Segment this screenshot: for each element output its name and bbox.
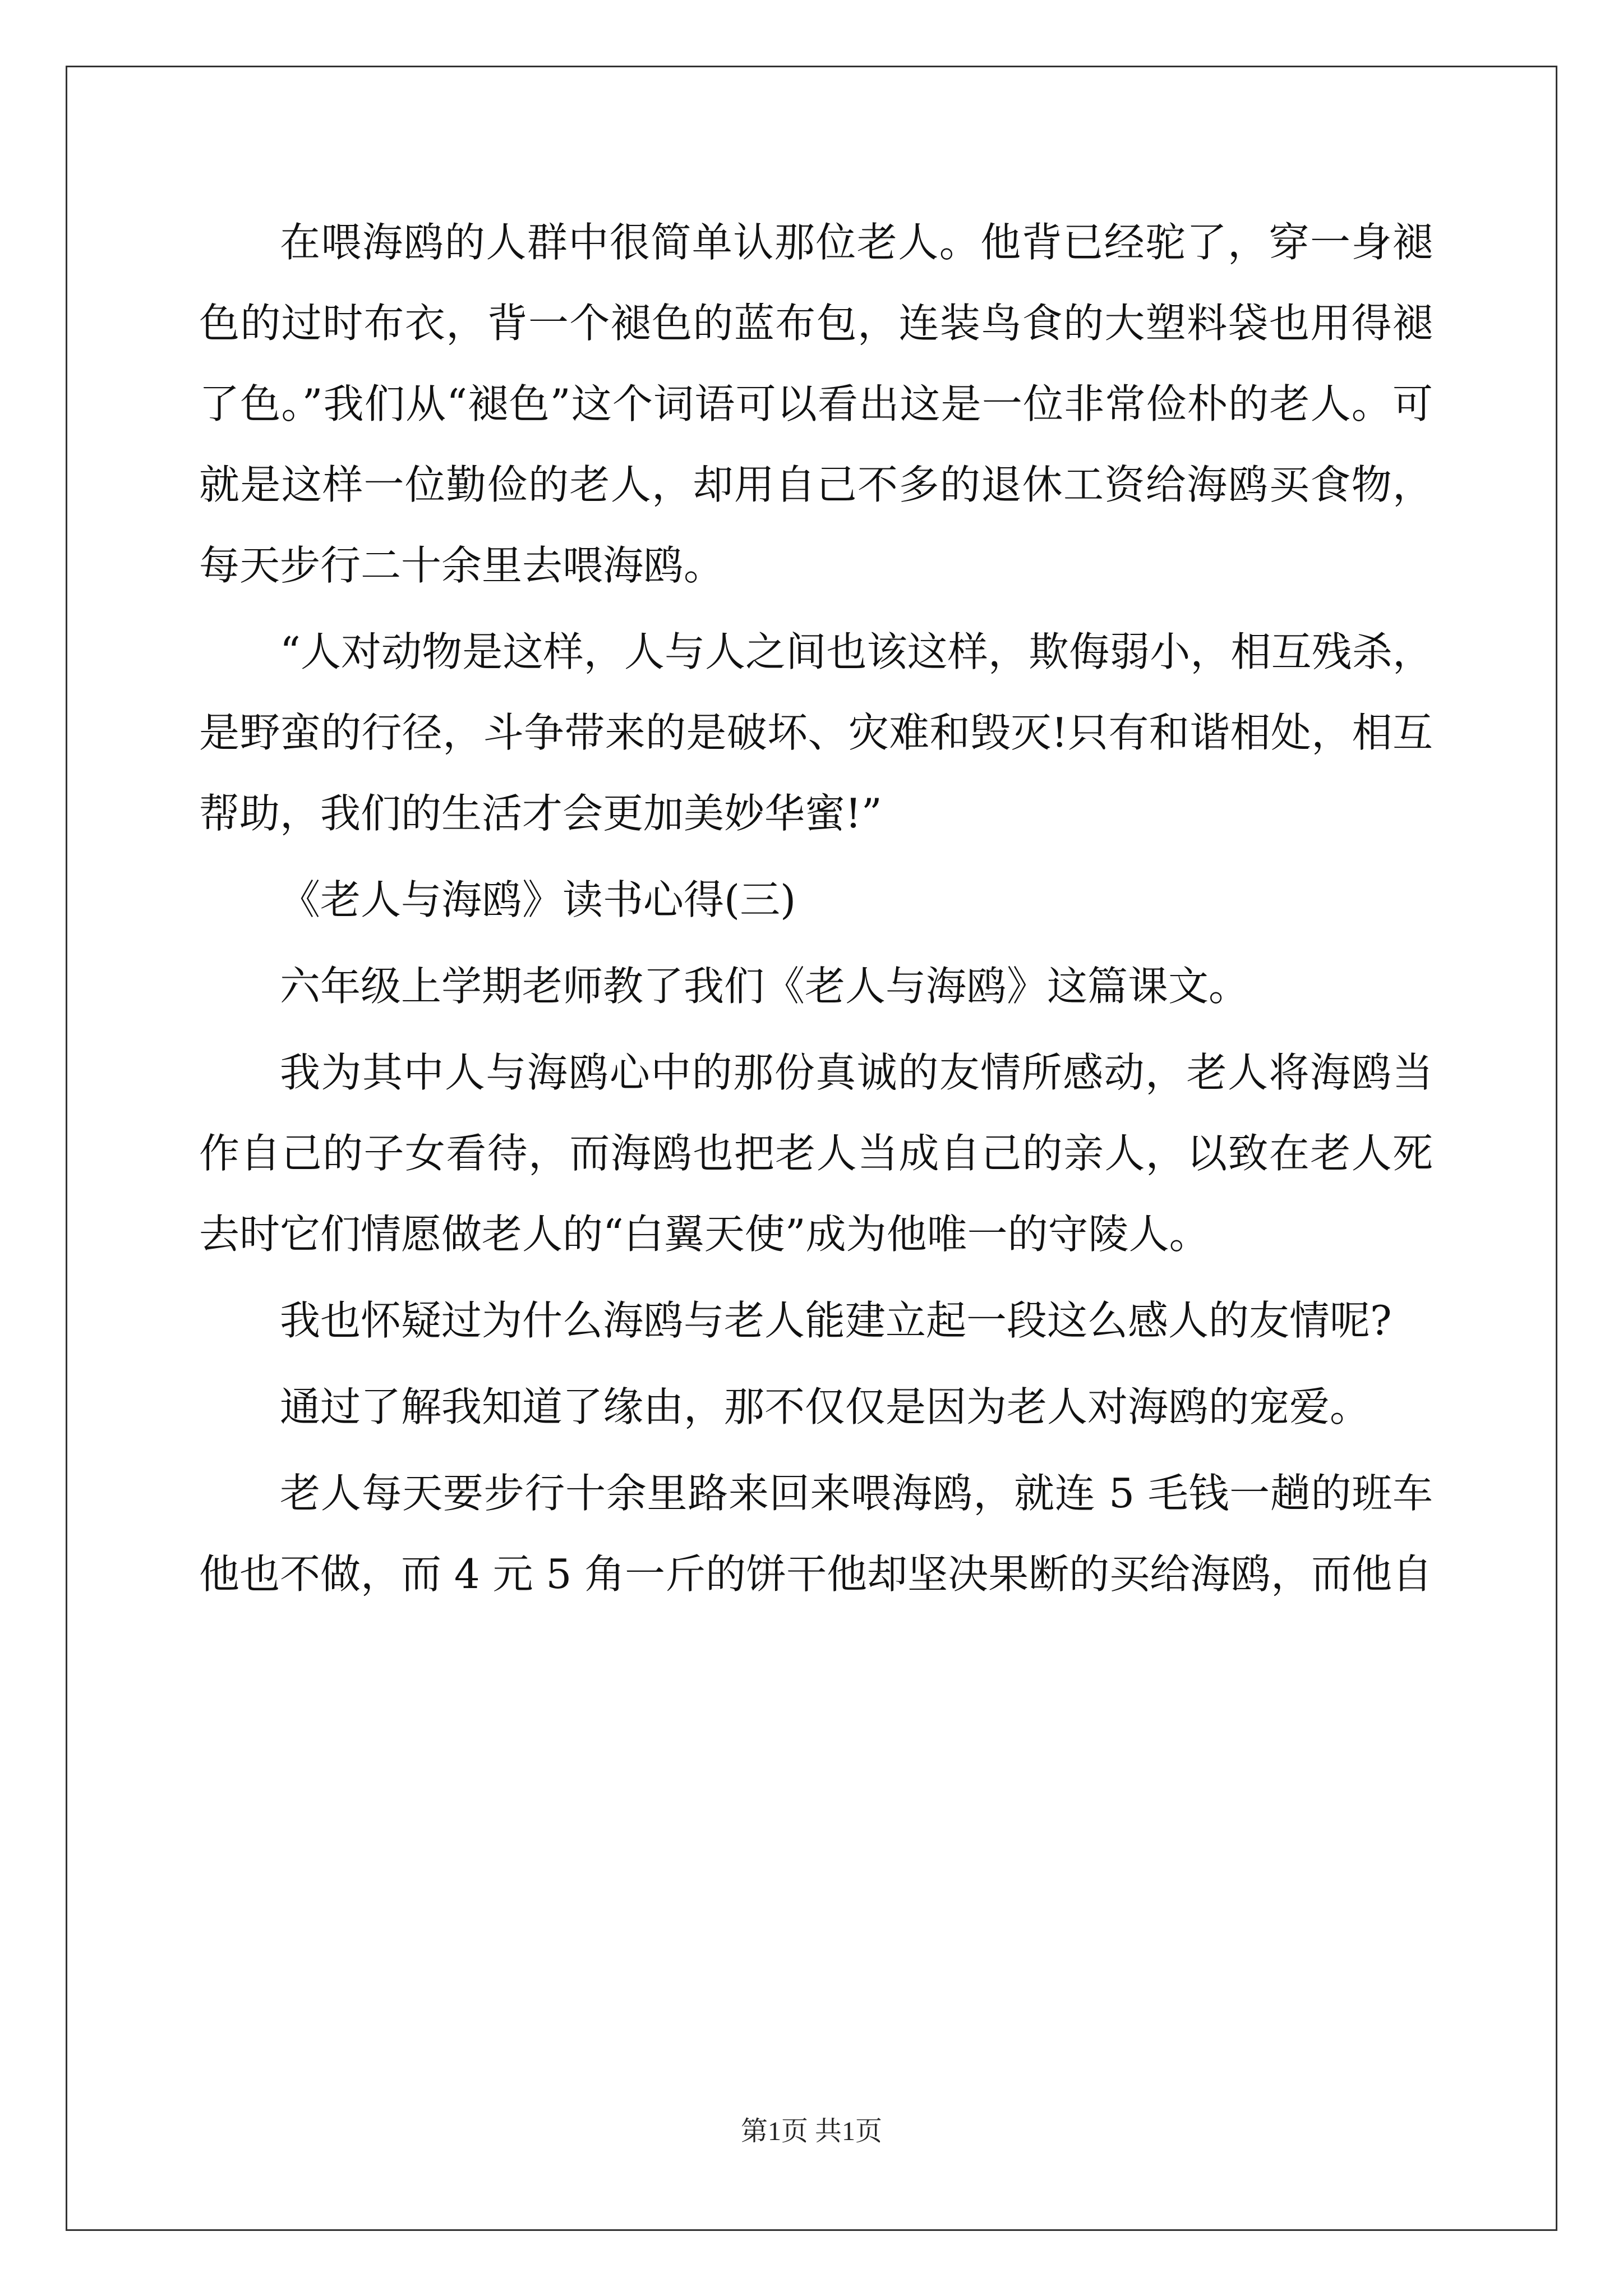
paragraph-3: 六年级上学期老师教了我们《老人与海鸥》这篇课文。	[280, 963, 1249, 1010]
paragraph-6: 通过了解我知道了缘由，那不仅仅是因为老人对海鸥的宠爱。	[280, 1383, 1371, 1430]
page-number: 第1页 共1页	[740, 2116, 882, 2146]
paragraph-7: 老人每天要步行十余里路来回来喂海鸥，就连 5 毛钱一趟的班车他也不做，而 4 元 5 角一斤的饼干他却坚决果断的买给海鸥，而他自	[199, 1470, 1433, 1598]
paragraph-5: 我也怀疑过为什么海鸥与老人能建立起一段这么感人的友情呢?	[280, 1297, 1392, 1344]
paragraph-4: 我为其中人与海鸥心中的那份真诚的友情所感动，老人将海鸥当作自己的子女看待，而海鸥也把老人当成自己的亲人，以致在老人死去时它们情愿做老人的“白翼天使”成为他唯一的守陵人。	[199, 1049, 1433, 1258]
document-body	[199, 202, 1433, 1620]
paragraph-1: 在喂海鸥的人群中很简单认那位老人。他背已经驼了，穿一身褪色的过时布衣，背一个褪色的蓝布包，连装鸟食的大塑料袋也用得褪了色。”我们从“褪色”这个词语可以看出这是一位非常俭朴的老人。可就是这样一位勤俭的老人，却用自己不多的退休工资给海鸥买食物，每天步行二十余里去喂海鸥。	[199, 219, 1433, 589]
paragraph-2: “人对动物是这样，人与人之间也该这样，欺侮弱小，相互残杀，是野蛮的行径，斗争带来的是破坏、灾难和毁灭!只有和谐相处，相互帮助，我们的生活才会更加美妙华蜜!”	[199, 628, 1433, 837]
section-heading: 《老人与海鸥》读书心得(三)	[280, 876, 796, 923]
